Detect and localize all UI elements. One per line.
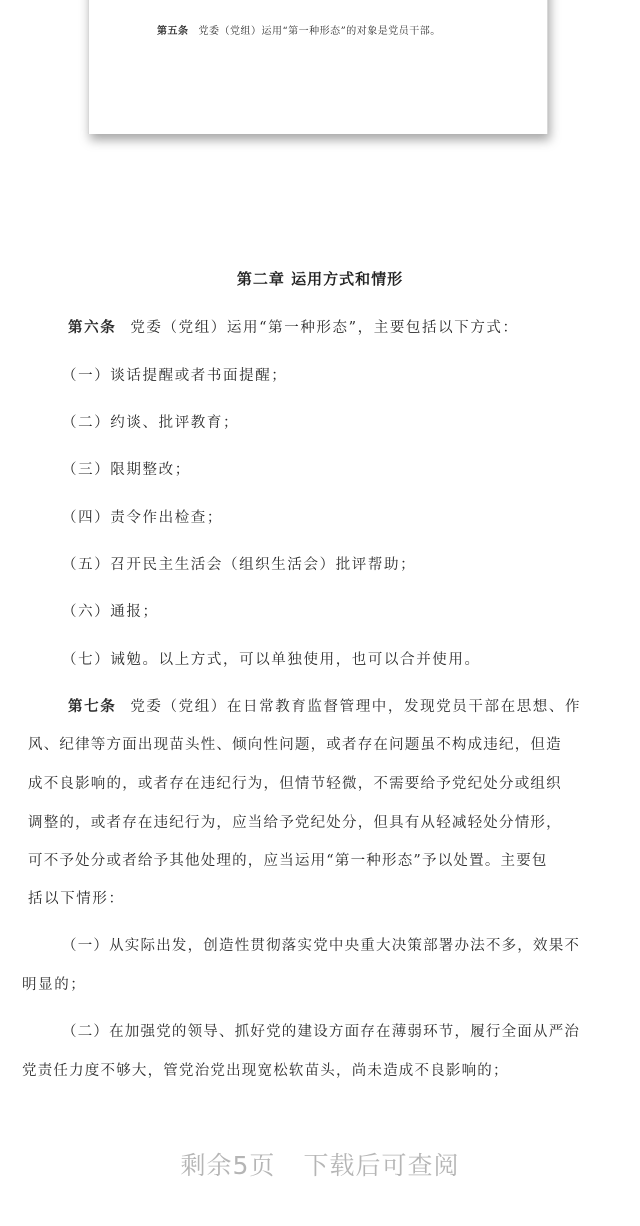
remaining-pages-label: 剩余5页 [180,1151,276,1180]
article-seven-line: 括以下情形： [28,891,125,907]
list-item: （二）约谈、批评教育； [62,415,240,431]
list-item: （七）诫勉。以上方式，可以单独使用，也可以合并使用。 [62,652,481,668]
download-to-read-label: 下载后可查阅 [303,1151,460,1180]
list-item-continuation: 党责任力度不够大，管党治党出现宽松软苗头，尚未造成不良影响的； [22,1063,509,1079]
article-seven-label: 第七条 [68,698,117,715]
article-six-text: 党委（党组）运用“第一种形态”，主要包括以下方式： [130,320,519,336]
article-five-text: 党委（党组）运用“第一种形态”的对象是党员干部。 [198,26,441,37]
list-item-continuation: 明显的； [22,977,87,993]
article-seven-text: 党委（党组）在日常教育监督管理中，发现党员干部在思想、作 [130,699,582,715]
article-seven-line: 调整的，或者存在违纪行为，应当给予党纪处分，但具有从轻减轻处分情形， [28,815,562,831]
list-item: （四）责令作出检查； [62,510,223,526]
article-seven-line: 可不予处分或者给予其他处理的，应当运用“第一种形态”予以处置。主要包 [28,853,548,869]
article-seven-line: 风、纪律等方面出现苗头性、倾向性问题，或者存在问题虽不构成违纪，但造 [28,737,562,753]
article-five-line [157,22,441,37]
list-item: （二）在加强党的领导、抓好党的建设方面存在薄弱环节，履行全面从严治 [62,1024,581,1040]
list-item: （六）通报； [62,604,159,620]
list-item: （一）谈话提醒或者书面提醒； [62,368,288,384]
list-item: （三）限期整改； [62,462,191,478]
article-six-paragraph [68,316,519,337]
article-seven-first-line [68,695,581,716]
article-six-label: 第六条 [68,319,117,336]
paper-preview-card [88,0,548,134]
article-seven-line: 成不良影响的，或者存在违纪行为，但情节轻微，不需要给予党纪处分或组织 [28,776,562,792]
download-prompt[interactable] [0,1146,640,1182]
list-item: （一）从实际出发，创造性贯彻落实党中央重大决策部署办法不多，效果不 [62,938,581,954]
article-five-label: 第五条 [157,26,189,37]
list-item: （五）召开民主生活会（组织生活会）批评帮助； [62,557,417,573]
chapter-title: 第二章 运用方式和情形 [236,270,404,288]
